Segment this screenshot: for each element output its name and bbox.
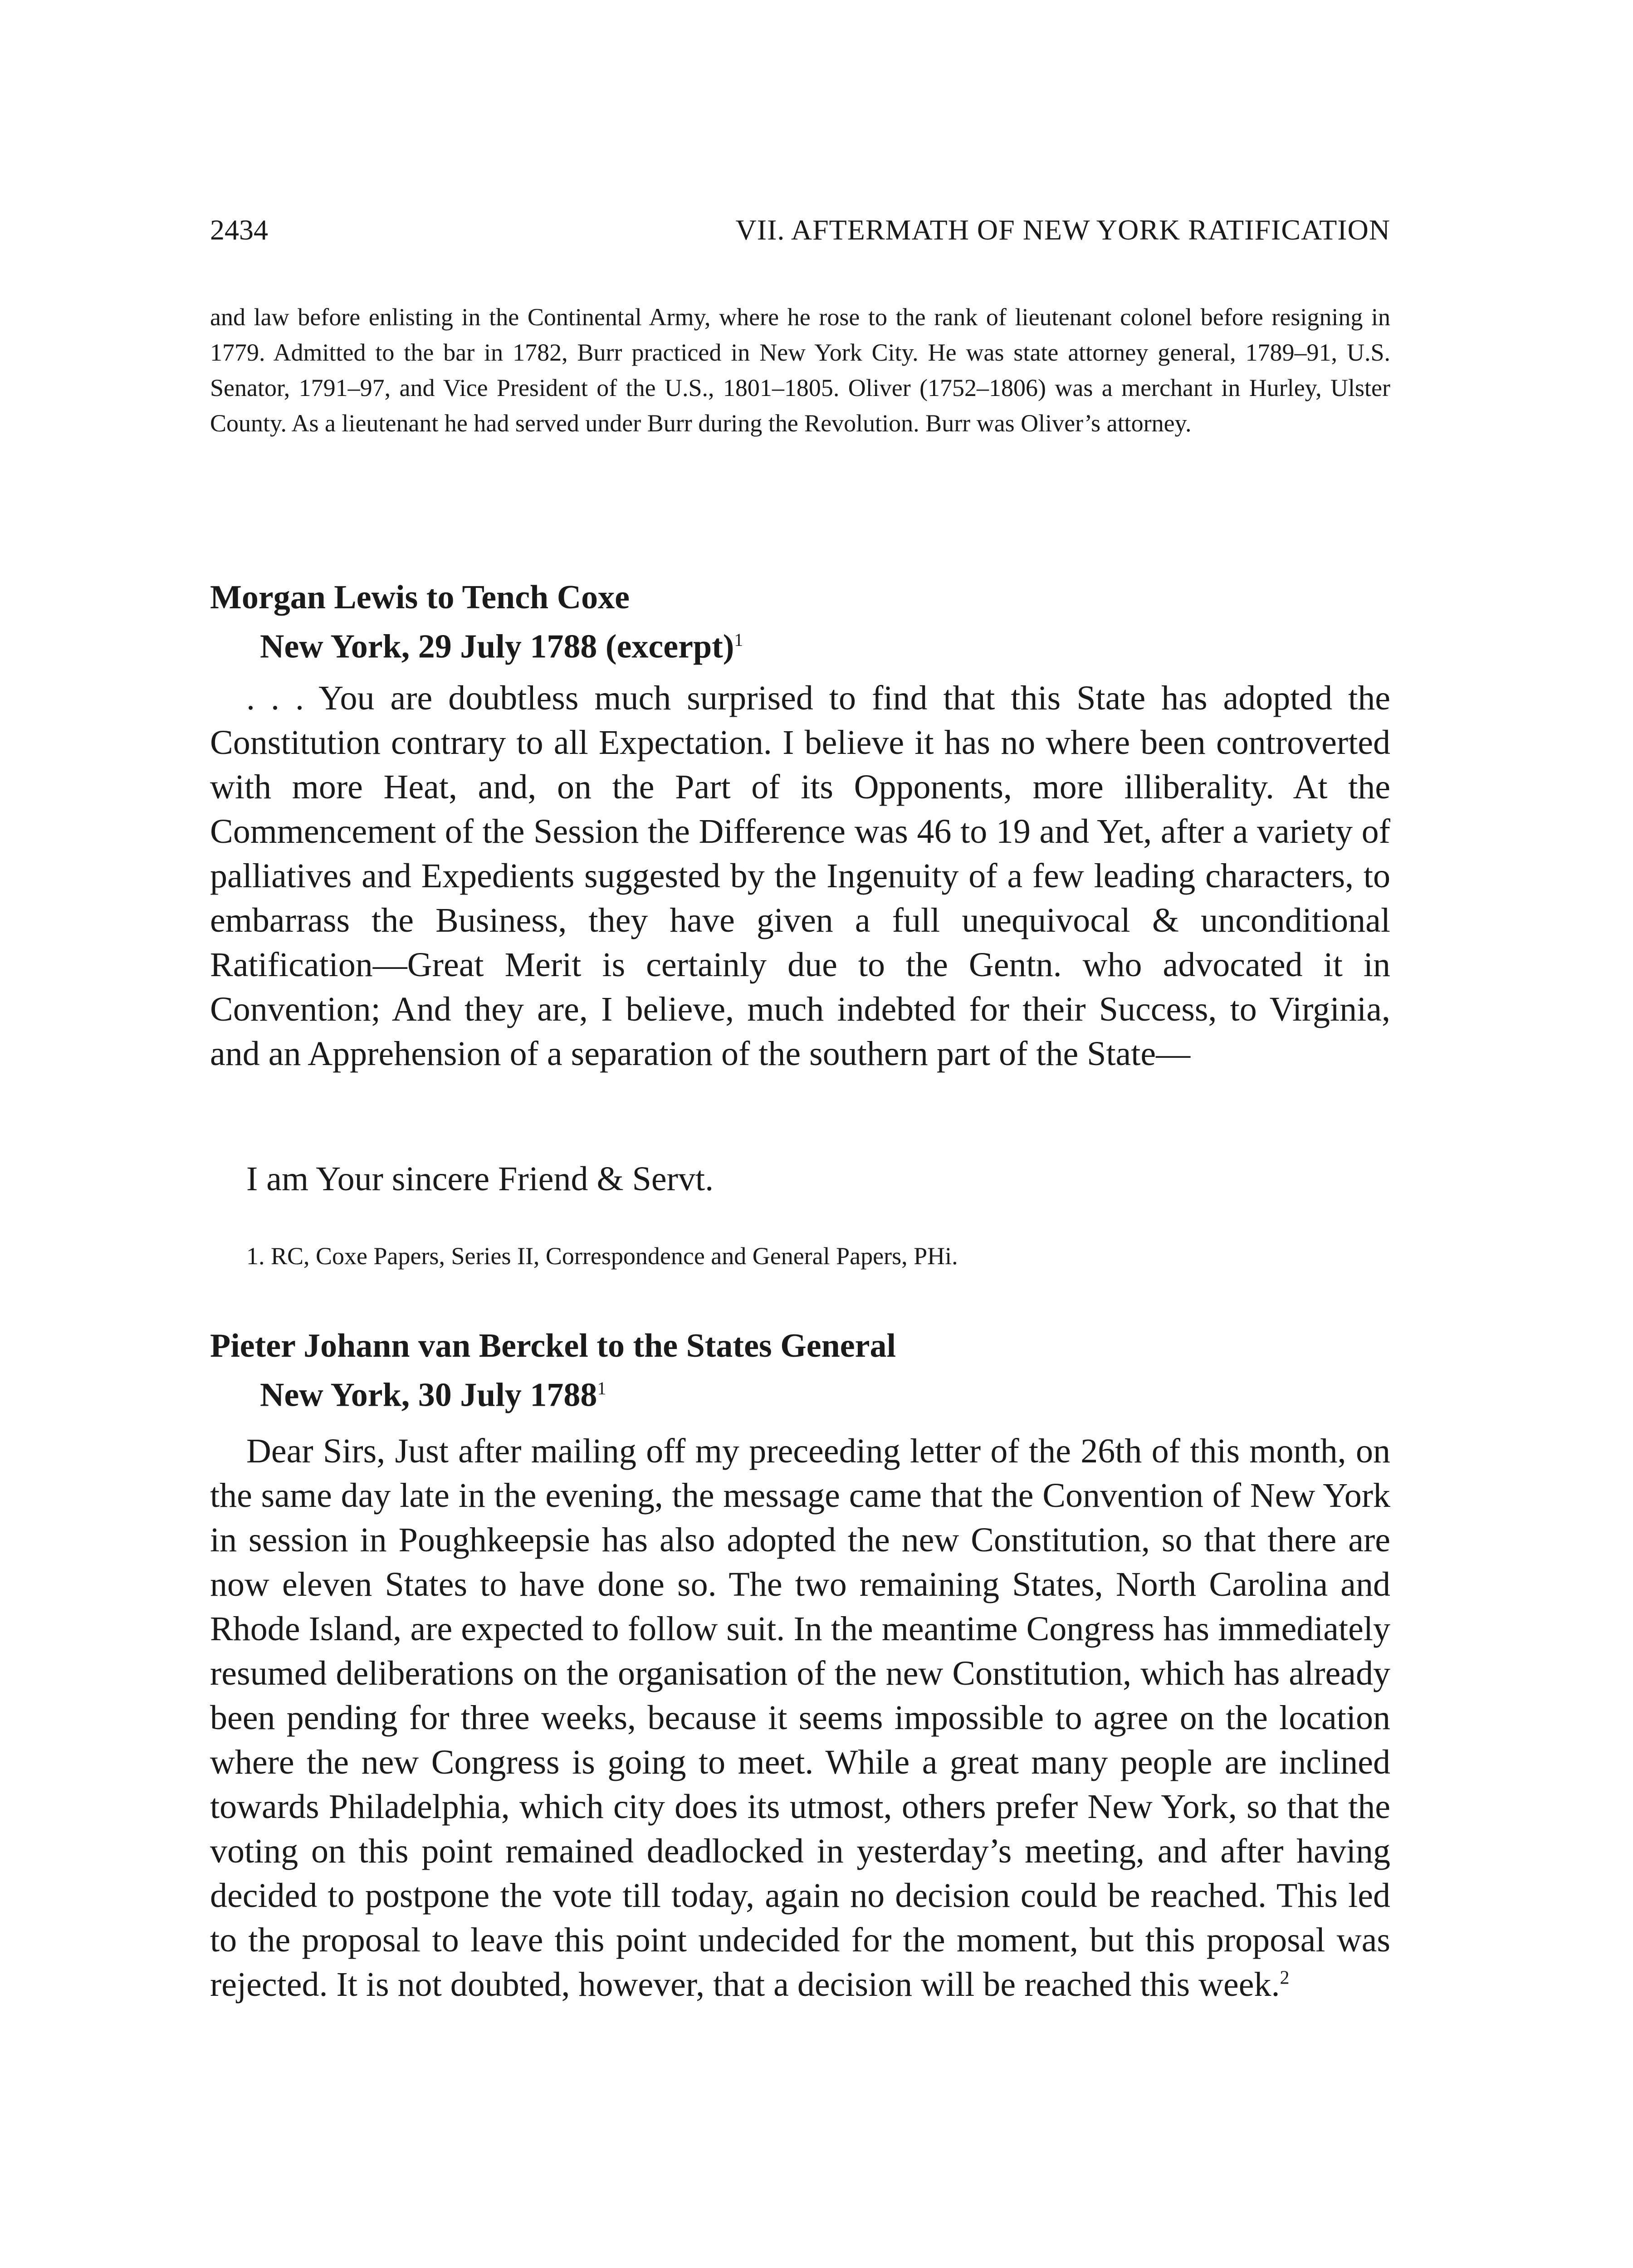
document-page <box>210 213 1390 2268</box>
doc2-note-marker: 1 <box>597 1378 606 1398</box>
doc1-footnote: 1. RC, Coxe Papers, Series II, Correspondence and General Papers, PHi. <box>246 1242 958 1270</box>
doc1-body: . . . You are doubtless much surprised to find that this State has adopted the Constitution contrary to all Expectation. I believe it has no where been controverted with more Heat, and, on the Part of its Opponents, more illiberality. At the Commencement of the Session the Difference was 46 to 19 and Yet, after a variety of palliatives and Expedients suggested by the Ingenuity of a few leading characters, to embarrass the Business, they have given a full unequivocal & unconditional Ratification—Great Merit is certainly due to the Gentn. who advocated it in Convention; And they are, I believe, much indebted for their Success, to Virginia, and an Apprehension of a separation of the southern part of the State— <box>210 679 1390 1073</box>
doc1-heading <box>210 576 1390 668</box>
doc2-dateline: New York, 30 July 1788 <box>260 1376 597 1414</box>
doc2-heading <box>210 1325 1390 1417</box>
doc1-title: Morgan Lewis to Tench Coxe <box>210 579 630 616</box>
page-header <box>210 213 1390 254</box>
doc1-dateline-wrap <box>210 619 1390 668</box>
doc2-body-note-marker: 2 <box>1280 1967 1290 1989</box>
doc1-dateline: New York, 29 July 1788 (excerpt) <box>260 628 734 665</box>
doc2-title: Pieter Johann van Berckel to the States General <box>210 1327 896 1364</box>
doc2-body <box>210 1429 1390 2007</box>
doc2-body-text: Dear Sirs, Just after mailing off my preceeding letter of the 26th of this month, on the same day late in the evening, the message came that the Convention of New York in session in Poughkeepsie has also adopted the new Constitution, so that there are now eleven States to have done so. The two remaining States, North Carolina and Rhode Island, are expected to follow suit. In the meantime Congress has immediately resumed deliberations on the organisation of the new Constitution, which has already been pending for three weeks, because it seems impossible to agree on the location where the new Congress is going to meet. While a great many people are inclined towards Philadelphia, which city does its utmost, others prefer New York, so that the voting on this point remained deadlocked in yesterday’s meeting, and after having decided to postpone the vote till today, again no decision could be reached. This led to the proposal to leave this point undecided for the moment, but this proposal was rejected. It is not doubted, however, that a decision will be reached this week. <box>210 1432 1390 2004</box>
page-number: 2434 <box>210 214 268 246</box>
running-title: VII. AFTERMATH OF NEW YORK RATIFICATION <box>735 214 1390 246</box>
doc1-closing: I am Your sincere Friend & Servt. <box>246 1160 714 1198</box>
doc2-dateline-wrap <box>210 1367 1390 1417</box>
intro-note: and law before enlisting in the Continental Army, where he rose to the rank of lieutenant colonel before resigning in 1779. Admitted to the bar in 1782, Burr practiced in New York City. He was state attorney general, 1789–91, U.S. Senator, 1791–97, and Vice President of the U.S., 1801–1805. Oliver (1752–1806) was a merchant in Hurley, Ulster County. As a lieutenant he had served under Burr during the Revolution. Burr was Oliver’s attorney. <box>210 303 1390 437</box>
doc1-note-marker: 1 <box>734 630 743 650</box>
